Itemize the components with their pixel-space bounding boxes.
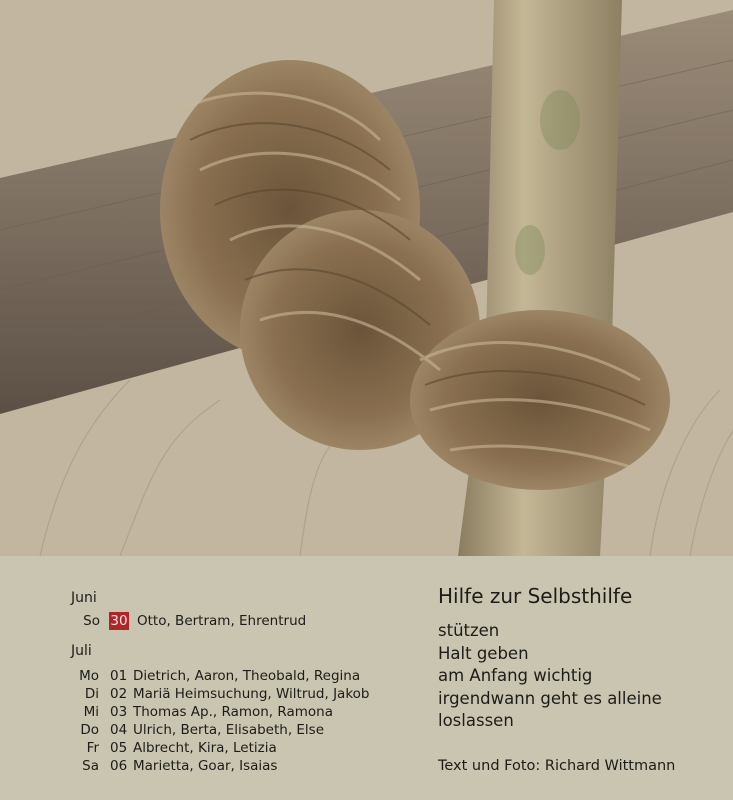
date-number: 04 bbox=[110, 722, 128, 738]
date-number: 06 bbox=[110, 758, 128, 774]
name-days: Ulrich, Berta, Elisabeth, Else bbox=[133, 722, 325, 738]
highlighted-date-badge: 30 bbox=[110, 613, 128, 629]
poem-text bbox=[438, 620, 662, 733]
name-days: Mariä Heimsuchung, Wiltrud, Jakob bbox=[133, 686, 370, 702]
weekday-label: Do bbox=[80, 722, 99, 738]
weekday-label: So bbox=[83, 613, 100, 629]
date-number: 01 bbox=[110, 668, 128, 684]
calendar-row bbox=[0, 739, 733, 757]
poem-line: loslassen bbox=[438, 711, 514, 730]
name-days: Otto, Bertram, Ehrentrud bbox=[137, 613, 307, 629]
weekday-label: Fr bbox=[86, 740, 99, 756]
weekday-label: Mo bbox=[79, 668, 99, 684]
name-days: Thomas Ap., Ramon, Ramona bbox=[133, 704, 333, 720]
month-label-juni: Juni bbox=[71, 590, 97, 606]
poem-line: am Anfang wichtig bbox=[438, 666, 593, 685]
date-number: 05 bbox=[110, 740, 128, 756]
page-title: Hilfe zur Selbsthilfe bbox=[438, 584, 633, 608]
poem-line: stützen bbox=[438, 621, 500, 640]
poem-line: irgendwann geht es alleine bbox=[438, 688, 662, 708]
weekday-label: Sa bbox=[82, 758, 99, 774]
weekday-label: Mi bbox=[83, 704, 99, 720]
poem-line: Halt geben bbox=[438, 643, 529, 663]
date-number: 02 bbox=[110, 686, 128, 702]
photo-credit: Text und Foto: Richard Wittmann bbox=[438, 758, 676, 774]
date-number: 03 bbox=[110, 704, 128, 720]
name-days: Dietrich, Aaron, Theobald, Regina bbox=[133, 668, 361, 684]
month-label-juli: Juli bbox=[71, 643, 92, 659]
name-days: Albrecht, Kira, Letizia bbox=[133, 740, 277, 756]
name-days: Marietta, Goar, Isaias bbox=[133, 758, 278, 774]
weekday-label: Di bbox=[84, 686, 99, 702]
